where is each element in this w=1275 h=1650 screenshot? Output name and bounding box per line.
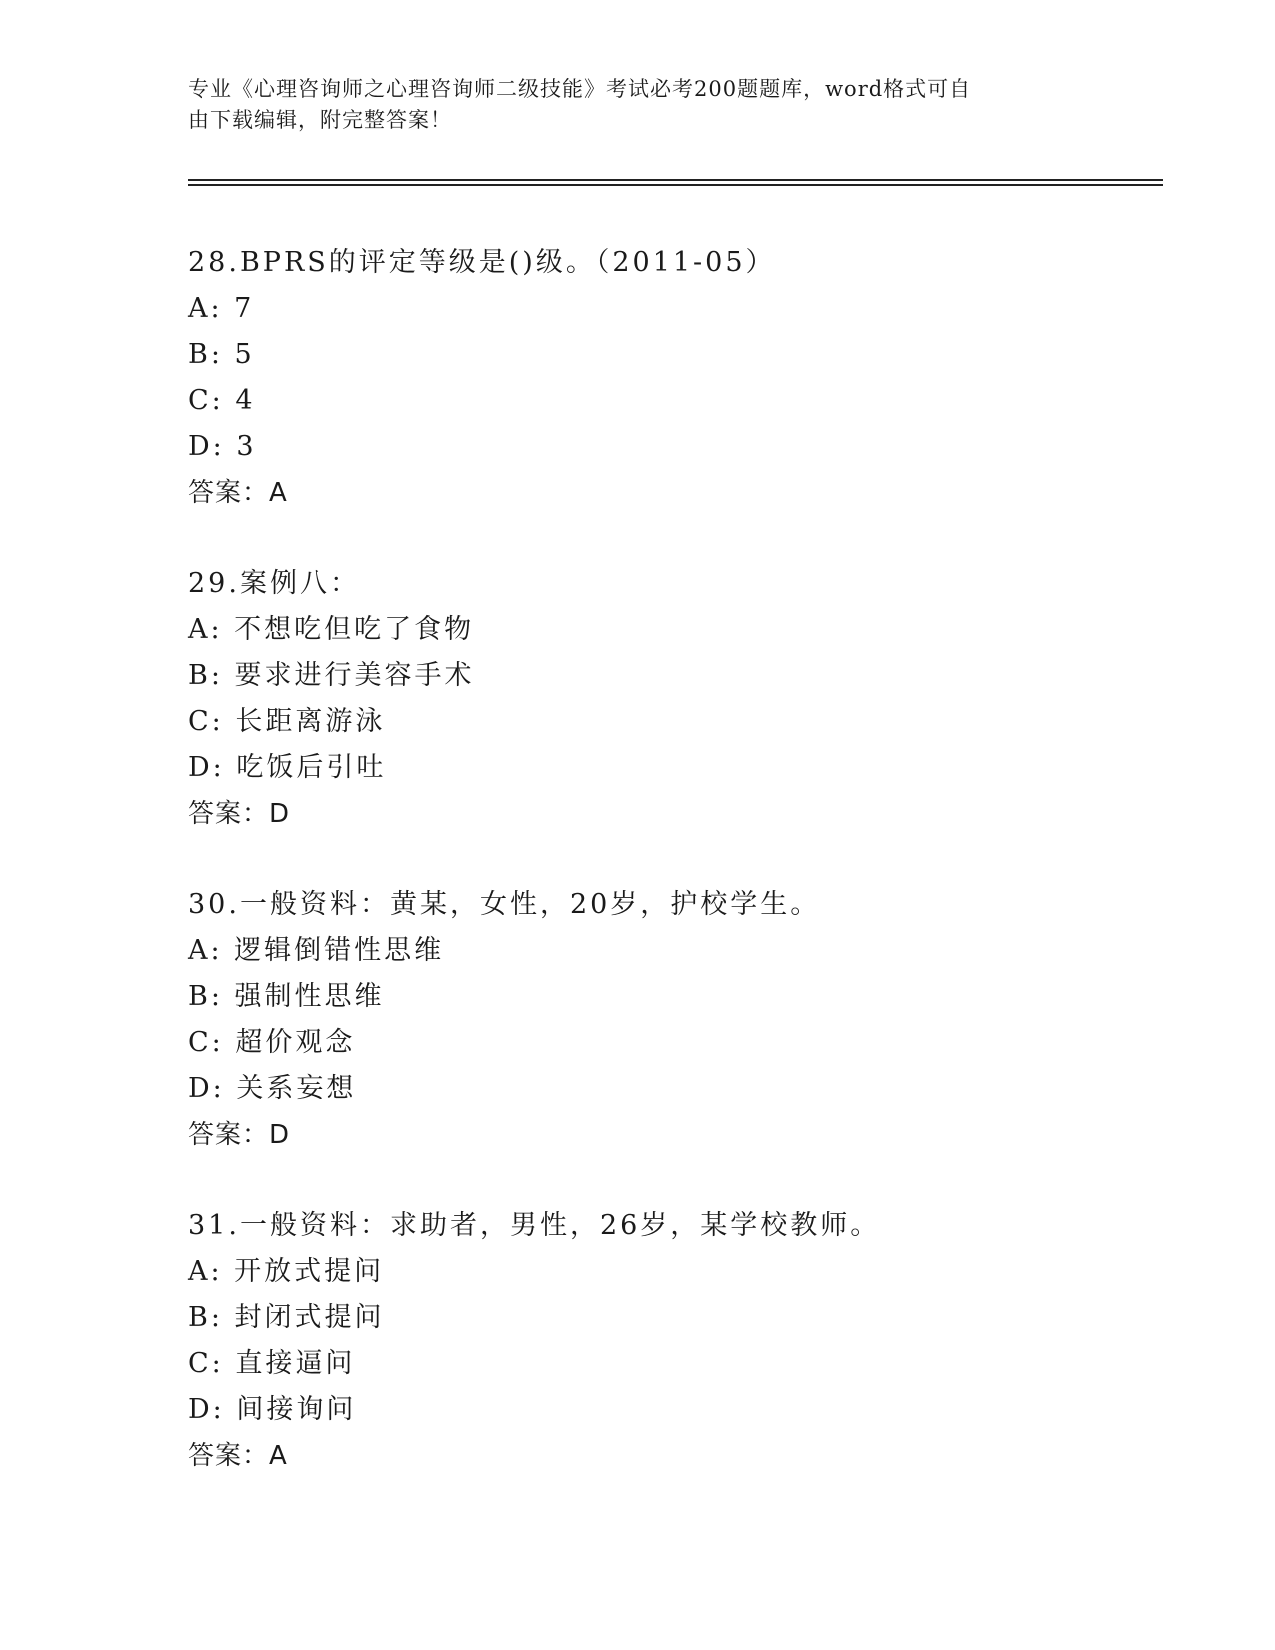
option-c: C: 长距离游泳 (188, 706, 386, 737)
question-stem: 29.案例八： (188, 568, 360, 599)
option-b: B: 5 (188, 339, 255, 370)
option-c: C: 超价观念 (188, 1027, 356, 1058)
option-c: C: 4 (188, 385, 256, 416)
option-a: A: 7 (188, 293, 255, 324)
option-a: A: 开放式提问 (188, 1256, 385, 1287)
option-c: C: 直接逼问 (188, 1348, 356, 1379)
option-a: A: 不想吃但吃了食物 (188, 614, 475, 645)
document-header (188, 74, 1088, 136)
option-b: B: 强制性思维 (188, 981, 385, 1012)
answer-line: 答案：D (188, 799, 291, 829)
question-stem: 31.一般资料：求助者，男性，26岁，某学校教师。 (188, 1210, 881, 1241)
question-stem: 28.BPRS的评定等级是()级。（2011-05） (188, 247, 776, 278)
answer-line: 答案：A (188, 1441, 288, 1471)
option-d: D: 吃饭后引吐 (188, 752, 387, 783)
option-b: B: 封闭式提问 (188, 1302, 385, 1333)
question-stem: 30.一般资料：黄某，女性，20岁，护校学生。 (188, 889, 821, 920)
option-d: D: 关系妄想 (188, 1073, 357, 1104)
header-divider-top (188, 179, 1163, 181)
question-30 (188, 882, 1163, 1158)
option-b: B: 要求进行美容手术 (188, 660, 475, 691)
option-d: D: 3 (188, 431, 257, 462)
header-divider-bottom (188, 184, 1163, 186)
header-line-2: 由下载编辑，附完整答案！ (188, 108, 452, 132)
answer-line: 答案：A (188, 478, 288, 508)
question-31 (188, 1203, 1163, 1479)
answer-line: 答案：D (188, 1120, 291, 1150)
header-line-1: 专业《心理咨询师之心理咨询师二级技能》考试必考200题题库，word格式可自 (188, 77, 972, 101)
question-list (188, 240, 1163, 1524)
option-d: D: 间接询问 (188, 1394, 357, 1425)
option-a: A: 逻辑倒错性思维 (188, 935, 445, 966)
question-28 (188, 240, 1163, 516)
question-29 (188, 561, 1163, 837)
